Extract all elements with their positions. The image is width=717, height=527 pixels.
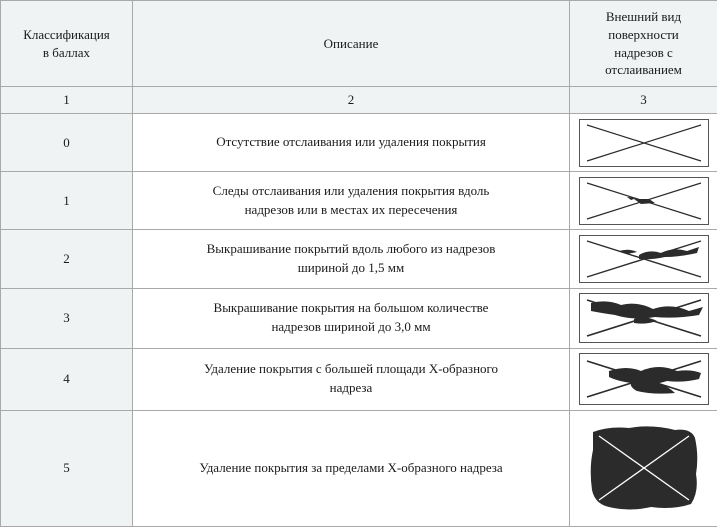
header-description-line-1: Описание (323, 35, 379, 51)
header-classification-line-2: в баллах (42, 44, 91, 60)
header-appearance (570, 1, 717, 87)
cross-cut-large-removal-icon (579, 353, 709, 405)
header-classification (1, 1, 133, 87)
row-description-5-line-1: Удаление покрытия за пределами X-образного надреза (199, 459, 503, 475)
row-score-1: 1 (1, 172, 133, 230)
table-row (1, 114, 717, 172)
row-image-3 (570, 288, 717, 348)
table-row (1, 410, 717, 526)
row-description-4-line-1: Удаление покрытия с большей площади X-образного (203, 361, 499, 377)
row-description-3-line-1: Выкрашивание покрытия на большом количестве (213, 300, 489, 316)
row-description-1-line-1: Следы отслаивания или удаления покрытия вдоль (212, 183, 490, 199)
row-description-1 (133, 172, 570, 230)
row-description-4 (133, 348, 570, 410)
table-row (1, 288, 717, 348)
row-description-0-line-1: Отсутствие отслаивания или удаления покрытия (216, 134, 486, 150)
header-description (133, 1, 570, 87)
cross-cut-flaking-1-5mm-icon (579, 235, 709, 283)
row-description-1-line-2: надрезов или в местах их пересечения (244, 201, 458, 217)
cross-cut-clean-icon (579, 119, 709, 167)
column-number-3: 3 (570, 87, 717, 114)
row-description-0 (133, 114, 570, 172)
cross-cut-traces-icon (579, 177, 709, 225)
row-score-3: 3 (1, 288, 133, 348)
row-score-4: 4 (1, 348, 133, 410)
column-number-1: 1 (1, 87, 133, 114)
column-number-2: 2 (133, 87, 570, 114)
header-appearance-line-3: надрезов с (614, 44, 673, 60)
table-row (1, 348, 717, 410)
row-score-5: 5 (1, 410, 133, 526)
row-description-2-line-1: Выкрашивание покрытий вдоль любого из надрезов (206, 241, 496, 257)
row-image-4 (570, 348, 717, 410)
header-appearance-line-2: поверхности (608, 27, 679, 43)
table-row (1, 172, 717, 230)
row-description-4-line-2: надреза (329, 380, 373, 396)
header-appearance-line-4: отслаиванием (605, 62, 682, 78)
header-appearance-line-1: Внешний вид (605, 9, 682, 25)
row-description-2 (133, 230, 570, 288)
cross-cut-flaking-3mm-icon (579, 293, 709, 343)
header-classification-line-1: Классификация (23, 27, 110, 43)
row-image-0 (570, 114, 717, 172)
cross-cut-total-removal-icon (585, 422, 703, 514)
row-description-2-line-2: шириной до 1,5 мм (297, 259, 405, 275)
row-image-2 (570, 230, 717, 288)
column-number-row (1, 87, 717, 114)
row-image-1 (570, 172, 717, 230)
row-description-3-line-2: надрезов шириной до 3,0 мм (271, 319, 431, 335)
row-score-0: 0 (1, 114, 133, 172)
row-score-2: 2 (1, 230, 133, 288)
table-header-row (1, 1, 717, 87)
row-description-3 (133, 288, 570, 348)
row-image-5 (570, 410, 717, 526)
row-description-5 (133, 410, 570, 526)
table-row (1, 230, 717, 288)
